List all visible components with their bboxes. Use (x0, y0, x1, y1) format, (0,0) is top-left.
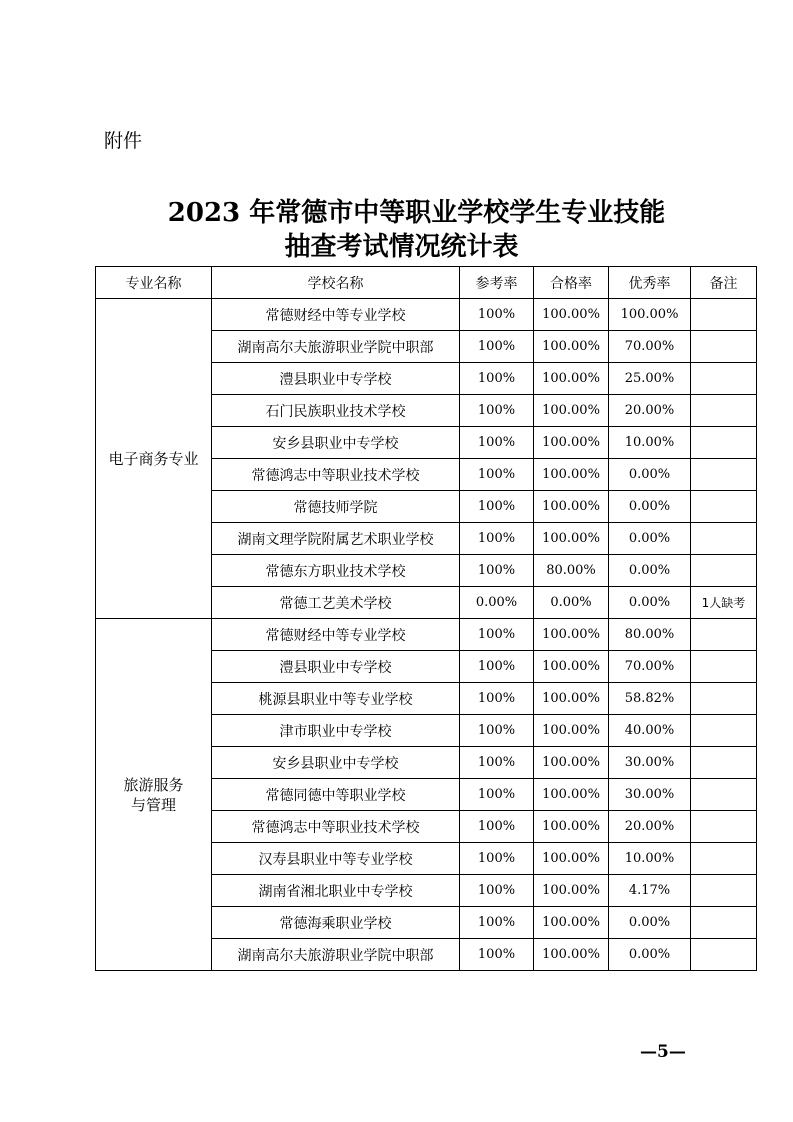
school-name-cell: 湖南高尔夫旅游职业学院中职部 (212, 939, 460, 971)
header-pass-rate: 合格率 (534, 267, 609, 299)
remarks-cell (691, 843, 757, 875)
school-name-cell: 常德财经中等专业学校 (212, 619, 460, 651)
participation-rate-cell: 100% (460, 555, 534, 587)
participation-rate-cell: 100% (460, 331, 534, 363)
pass-rate-cell: 100.00% (534, 459, 609, 491)
pass-rate-cell: 100.00% (534, 715, 609, 747)
pass-rate-cell: 100.00% (534, 747, 609, 779)
participation-rate-cell: 100% (460, 363, 534, 395)
excellence-rate-cell: 25.00% (609, 363, 691, 395)
remarks-cell (691, 683, 757, 715)
excellence-rate-cell: 20.00% (609, 395, 691, 427)
school-name-cell: 湖南高尔夫旅游职业学院中职部 (212, 331, 460, 363)
school-name-cell: 常德财经中等专业学校 (212, 299, 460, 331)
excellence-rate-cell: 30.00% (609, 747, 691, 779)
excellence-rate-cell: 10.00% (609, 427, 691, 459)
remarks-cell (691, 363, 757, 395)
pass-rate-cell: 100.00% (534, 523, 609, 555)
statistics-table (95, 266, 757, 971)
major-name-cell (96, 299, 212, 619)
pass-rate-cell: 100.00% (534, 491, 609, 523)
participation-rate-cell: 100% (460, 619, 534, 651)
remarks-cell (691, 555, 757, 587)
school-name-cell: 安乡县职业中专学校 (212, 747, 460, 779)
school-name-cell: 湖南省湘北职业中专学校 (212, 875, 460, 907)
excellence-rate-cell: 0.00% (609, 587, 691, 619)
table-body (96, 299, 757, 971)
remarks-cell (691, 779, 757, 811)
excellence-rate-cell: 20.00% (609, 811, 691, 843)
major-name-line: 与管理 (130, 795, 176, 814)
pass-rate-cell: 100.00% (534, 811, 609, 843)
participation-rate-cell: 100% (460, 683, 534, 715)
school-name-cell: 常德鸿志中等职业技术学校 (212, 459, 460, 491)
school-name-cell: 澧县职业中专学校 (212, 651, 460, 683)
participation-rate-cell: 100% (460, 811, 534, 843)
header-remarks: 备注 (691, 267, 757, 299)
remarks-cell (691, 939, 757, 971)
pass-rate-cell: 100.00% (534, 939, 609, 971)
participation-rate-cell: 100% (460, 395, 534, 427)
remarks-cell (691, 395, 757, 427)
table-header-row (96, 267, 757, 299)
participation-rate-cell: 100% (460, 491, 534, 523)
excellence-rate-cell: 0.00% (609, 939, 691, 971)
excellence-rate-cell: 0.00% (609, 491, 691, 523)
pass-rate-cell: 100.00% (534, 395, 609, 427)
header-school: 学校名称 (212, 267, 460, 299)
school-name-cell: 湖南文理学院附属艺术职业学校 (212, 523, 460, 555)
school-name-cell: 常德技师学院 (212, 491, 460, 523)
participation-rate-cell: 100% (460, 939, 534, 971)
participation-rate-cell: 100% (460, 779, 534, 811)
table-row (96, 619, 757, 651)
excellence-rate-cell: 80.00% (609, 619, 691, 651)
header-participation-rate: 参考率 (460, 267, 534, 299)
remarks-cell (691, 715, 757, 747)
remarks-cell (691, 459, 757, 491)
remarks-cell: 1人缺考 (691, 587, 757, 619)
remarks-cell (691, 331, 757, 363)
remarks-cell (691, 619, 757, 651)
major-name-line: 电子商务专业 (108, 449, 199, 468)
pass-rate-cell: 100.00% (534, 651, 609, 683)
participation-rate-cell: 100% (460, 459, 534, 491)
pass-rate-cell: 100.00% (534, 619, 609, 651)
excellence-rate-cell: 70.00% (609, 651, 691, 683)
school-name-cell: 桃源县职业中等专业学校 (212, 683, 460, 715)
pass-rate-cell: 100.00% (534, 331, 609, 363)
school-name-cell: 常德东方职业技术学校 (212, 555, 460, 587)
page-number: —5— (640, 1042, 686, 1062)
excellence-rate-cell: 40.00% (609, 715, 691, 747)
remarks-cell (691, 907, 757, 939)
pass-rate-cell: 100.00% (534, 907, 609, 939)
school-name-cell: 常德海乘职业学校 (212, 907, 460, 939)
page-title-line1: 2023 年常德市中等职业学校学生专业技能 (167, 198, 666, 228)
remarks-cell (691, 875, 757, 907)
participation-rate-cell: 0.00% (460, 587, 534, 619)
participation-rate-cell: 100% (460, 427, 534, 459)
school-name-cell: 安乡县职业中专学校 (212, 427, 460, 459)
excellence-rate-cell: 100.00% (609, 299, 691, 331)
page-title-line2: 抽查考试情况统计表 (284, 232, 519, 262)
pass-rate-cell: 100.00% (534, 779, 609, 811)
school-name-cell: 常德鸿志中等职业技术学校 (212, 811, 460, 843)
attachment-label: 附件 (104, 130, 143, 152)
remarks-cell (691, 747, 757, 779)
pass-rate-cell: 100.00% (534, 875, 609, 907)
excellence-rate-cell: 4.17% (609, 875, 691, 907)
participation-rate-cell: 100% (460, 907, 534, 939)
school-name-cell: 常德同德中等职业学校 (212, 779, 460, 811)
excellence-rate-cell: 0.00% (609, 523, 691, 555)
remarks-cell (691, 427, 757, 459)
excellence-rate-cell: 58.82% (609, 683, 691, 715)
header-major: 专业名称 (96, 267, 212, 299)
participation-rate-cell: 100% (460, 747, 534, 779)
school-name-cell: 澧县职业中专学校 (212, 363, 460, 395)
participation-rate-cell: 100% (460, 651, 534, 683)
school-name-cell: 常德工艺美术学校 (212, 587, 460, 619)
excellence-rate-cell: 0.00% (609, 555, 691, 587)
pass-rate-cell: 100.00% (534, 427, 609, 459)
excellence-rate-cell: 0.00% (609, 907, 691, 939)
remarks-cell (691, 491, 757, 523)
excellence-rate-cell: 30.00% (609, 779, 691, 811)
participation-rate-cell: 100% (460, 715, 534, 747)
pass-rate-cell: 100.00% (534, 363, 609, 395)
remarks-cell (691, 651, 757, 683)
school-name-cell: 石门民族职业技术学校 (212, 395, 460, 427)
excellence-rate-cell: 10.00% (609, 843, 691, 875)
pass-rate-cell: 100.00% (534, 683, 609, 715)
remarks-cell (691, 523, 757, 555)
pass-rate-cell: 80.00% (534, 555, 609, 587)
participation-rate-cell: 100% (460, 843, 534, 875)
excellence-rate-cell: 0.00% (609, 459, 691, 491)
header-excellence-rate: 优秀率 (609, 267, 691, 299)
participation-rate-cell: 100% (460, 523, 534, 555)
excellence-rate-cell: 70.00% (609, 331, 691, 363)
pass-rate-cell: 0.00% (534, 587, 609, 619)
remarks-cell (691, 299, 757, 331)
table-row (96, 299, 757, 331)
pass-rate-cell: 100.00% (534, 843, 609, 875)
major-name-cell (96, 619, 212, 971)
participation-rate-cell: 100% (460, 299, 534, 331)
major-name-line: 旅游服务 (123, 775, 184, 794)
participation-rate-cell: 100% (460, 875, 534, 907)
pass-rate-cell: 100.00% (534, 299, 609, 331)
school-name-cell: 汉寿县职业中等专业学校 (212, 843, 460, 875)
school-name-cell: 津市职业中专学校 (212, 715, 460, 747)
remarks-cell (691, 811, 757, 843)
